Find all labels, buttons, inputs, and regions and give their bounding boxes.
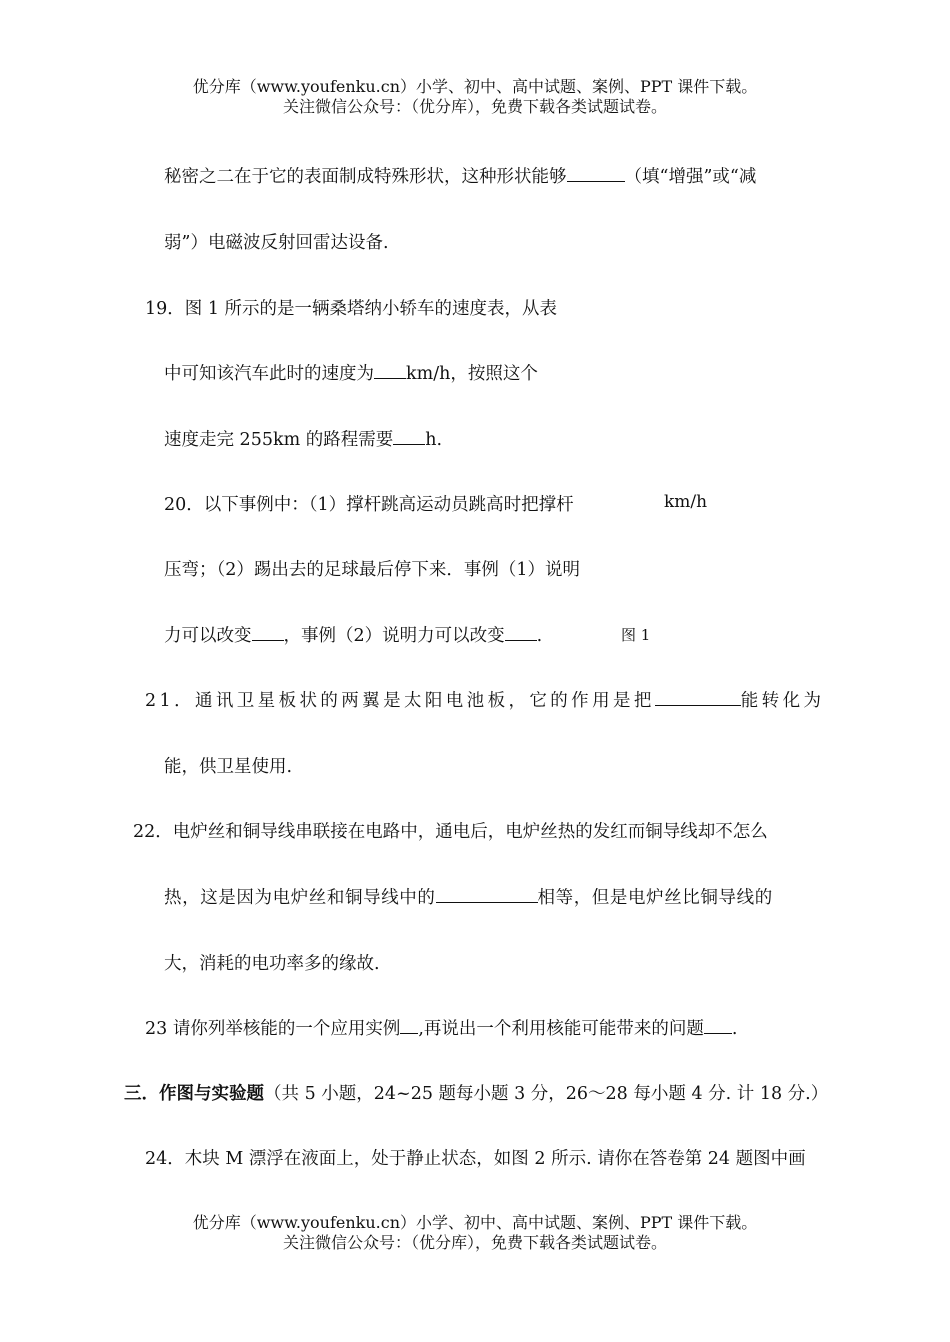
q19-text-d: h. <box>425 430 443 450</box>
q18-text-a: 秘密之二在于它的表面制成特殊形状，这种形状能够 <box>164 167 567 187</box>
q21-line-1 <box>145 687 824 712</box>
page-header <box>0 77 950 117</box>
figure-1-caption: 图 1 <box>621 626 651 644</box>
q20-blank-1 <box>252 626 284 641</box>
q20-line-2: 压弯；（2）踢出去的足球最后停下来．事例（1）说明 <box>164 560 581 580</box>
figure-1-unit-label: km/h <box>664 492 708 512</box>
q20-line-3 <box>164 622 542 647</box>
header-line-2: 关注微信公众号：（优分库），免费下载各类试题试卷。 <box>282 97 667 116</box>
q19-text-c: 速度走完 255km 的路程需要 <box>164 430 394 450</box>
footer-line-2: 关注微信公众号：（优分库），免费下载各类试题试卷。 <box>282 1233 667 1252</box>
q18-line-2: 弱”）电磁波反射回雷达设备. <box>164 233 389 253</box>
footer-line-1: 优分库（www.youfenku.cn）小学、初中、高中试题、案例、PPT 课件下载。 <box>192 1213 758 1232</box>
q20-text-a: 力可以改变 <box>164 626 252 646</box>
q22-line-1: 22．电炉丝和铜导线串联接在电路中，通电后，电炉丝热的发红而铜导线却不怎么 <box>133 822 768 842</box>
header-line-1: 优分库（www.youfenku.cn）小学、初中、高中试题、案例、PPT 课件下载。 <box>192 77 758 96</box>
q21-line-2: 能，供卫星使用. <box>164 757 293 777</box>
q18-blank <box>567 167 625 182</box>
q24-line-1: 24．木块 M 漂浮在液面上，处于静止状态，如图 2 所示. 请你在答卷第 24 题图中画 <box>145 1149 806 1169</box>
section-3-note: （共 5 小题，24~25 题每小题 3 分，26～28 每小题 4 分. 计 18 分.） <box>264 1084 829 1104</box>
q21-text-b: 能转化为 <box>740 691 825 711</box>
q19-time-blank <box>393 430 425 445</box>
q23-text-c: . <box>731 1019 738 1039</box>
q19-text-a: 中可知该汽车此时的速度为 <box>164 364 374 384</box>
q19-line-1: 19．图 1 所示的是一辆桑塔纳小轿车的速度表，从表 <box>145 299 558 319</box>
q23-text-a: 23 请你列举核能的一个应用实例 <box>145 1019 401 1039</box>
q23-line <box>145 1015 737 1040</box>
page-footer <box>0 1213 950 1253</box>
q19-line-3 <box>164 426 442 451</box>
q23-blank-2 <box>704 1019 732 1034</box>
q22-blank <box>436 888 538 903</box>
q22-text-a: 热，这是因为电炉丝和铜导线中的 <box>164 888 436 908</box>
q20-line-1: 20．以下事例中：（1）撑杆跳高运动员跳高时把撑杆 <box>164 495 574 515</box>
q18-text-b: （填“增强”或“减 <box>624 167 757 187</box>
q19-line-2 <box>164 360 538 385</box>
q21-text-a: 21．通讯卫星板状的两翼是太阳电池板，它的作用是把 <box>145 691 655 711</box>
q21-blank <box>655 691 741 706</box>
q20-text-c: . <box>536 626 543 646</box>
q20-text-b: ，事例（2）说明力可以改变 <box>283 626 505 646</box>
q18-line-1 <box>164 163 756 188</box>
q20-blank-2 <box>505 626 537 641</box>
section-3-title: 三．作图与实验题 <box>124 1084 264 1104</box>
q22-text-b: 相等，但是电炉丝比铜导线的 <box>537 888 773 908</box>
q22-line-2 <box>164 884 773 909</box>
q22-line-3: 大，消耗的电功率多的缘故. <box>164 954 380 974</box>
q19-text-b: km/h，按照这个 <box>406 364 538 384</box>
q23-blank-1 <box>400 1019 418 1034</box>
section-3-heading <box>124 1080 828 1105</box>
q23-text-b: ,再说出一个利用核能可能带来的问题 <box>418 1019 704 1039</box>
q19-speed-blank <box>374 364 406 379</box>
